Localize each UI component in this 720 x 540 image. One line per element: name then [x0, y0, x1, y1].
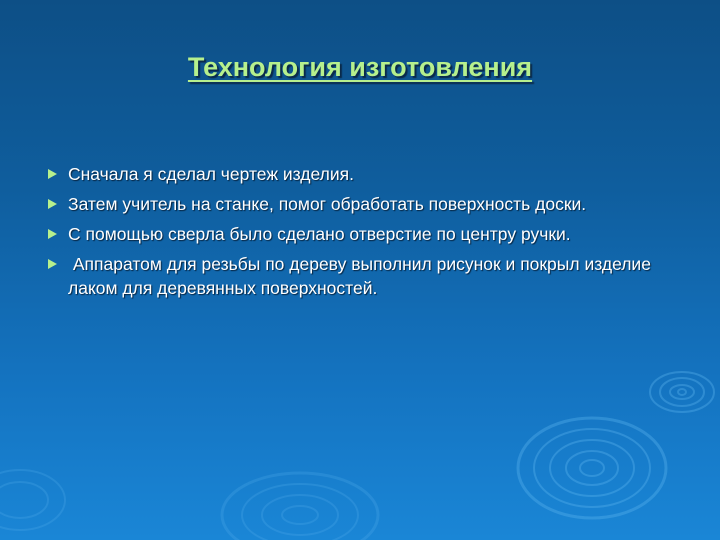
bullet-text: С помощью сверла было сделано отверстие по центру ручки. [68, 224, 571, 244]
list-item [48, 252, 688, 300]
arrowhead-bullet-icon [48, 199, 57, 209]
list-item [48, 222, 688, 246]
ripple-large [518, 418, 666, 518]
bullet-text: Затем учитель на станке, помог обработать поверхность доски. [68, 194, 587, 214]
list-item [48, 162, 688, 186]
arrowhead-bullet-icon [48, 229, 57, 239]
slide-title: Технология изготовления [187, 52, 533, 82]
bullet-text: Сначала я сделал чертеж изделия. [68, 164, 354, 184]
ripple-small [650, 372, 714, 412]
bullet-list [48, 162, 688, 306]
arrowhead-bullet-icon [48, 259, 57, 269]
ripple-left [222, 473, 378, 540]
ripple-edge [0, 470, 65, 530]
list-item [48, 192, 688, 216]
bullet-text: Аппаратом для резьбы по дереву выполнил рисунок и покрыл изделие лаком для деревянных поверхностей. [68, 254, 656, 298]
arrowhead-bullet-icon [48, 169, 57, 179]
